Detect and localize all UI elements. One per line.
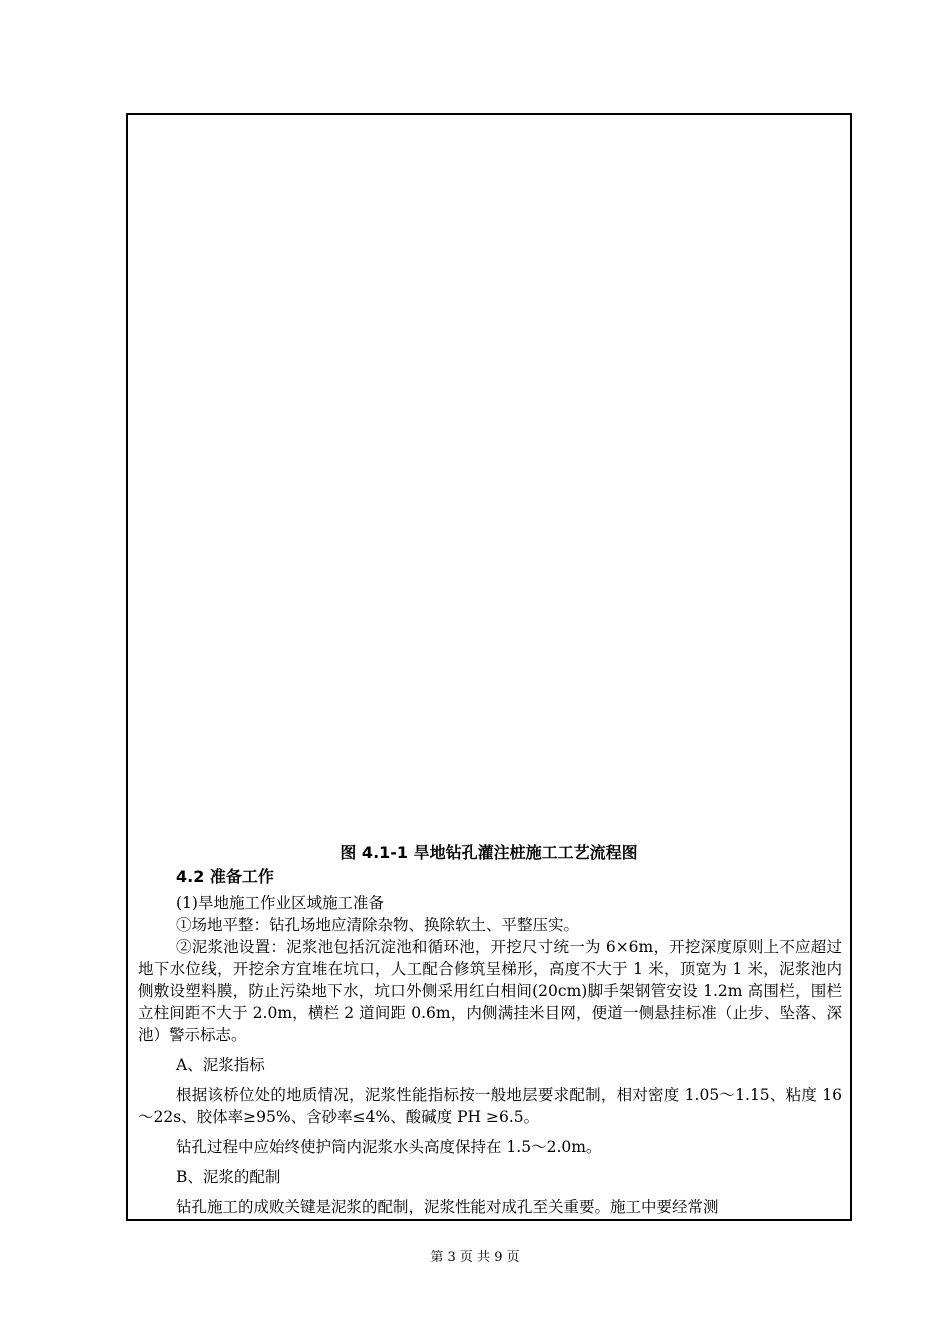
paragraph: 根据该桥位处的地质情况，泥浆性能指标按一般地层要求配制，相对密度 1.05～1.15、粘度 16～22s、胶体率≥95%、含砂率≤4%、酸碱度 PH ≥6.5。 [138,1086,842,1126]
section-heading: 4.2 准备工作 [176,867,274,886]
page-footer: 第 3 页 共 9 页 [430,1250,520,1265]
document-body [138,866,842,1218]
document-frame [126,113,852,1221]
paragraph: 钻孔过程中应始终使护筒内泥浆水头高度保持在 1.5～2.0m。 [176,1138,602,1156]
paragraph: B、泥浆的配制 [176,1168,281,1186]
paragraph: ①场地平整：钻孔场地应清除杂物、换除软土、平整压实。 [176,916,580,934]
paragraph: 钻孔施工的成败关键是泥浆的配制，泥浆性能对成孔至关重要。施工中要经常测 [176,1198,719,1216]
paragraph: ②泥浆池设置：泥浆池包括沉淀池和循环池，开挖尺寸统一为 6×6m，开挖深度原则上不应超过地下水位线，开挖余方宜堆在坑口，人工配合修筑呈梯形，高度不大于 1 米，顶宽为 1 米，泥浆池内侧敷设塑料膜，防止污染地下水，坑口外侧采用红白相间(20cm)脚手架钢管安设 1.2m 高围栏，围栏立柱间距不大于 2.0m，横栏 2 道间距 0.6m，内侧满挂米目网，便道一侧悬挂标准（止步、坠落、深池）警示标志。 [138,938,842,1044]
paragraph: A、泥浆指标 [176,1056,265,1074]
figure-placeholder [128,115,850,833]
paragraph: (1)旱地施工作业区域施工准备 [176,894,384,912]
figure-caption: 图 4.1-1 旱地钻孔灌注桩施工工艺流程图 [340,843,638,862]
